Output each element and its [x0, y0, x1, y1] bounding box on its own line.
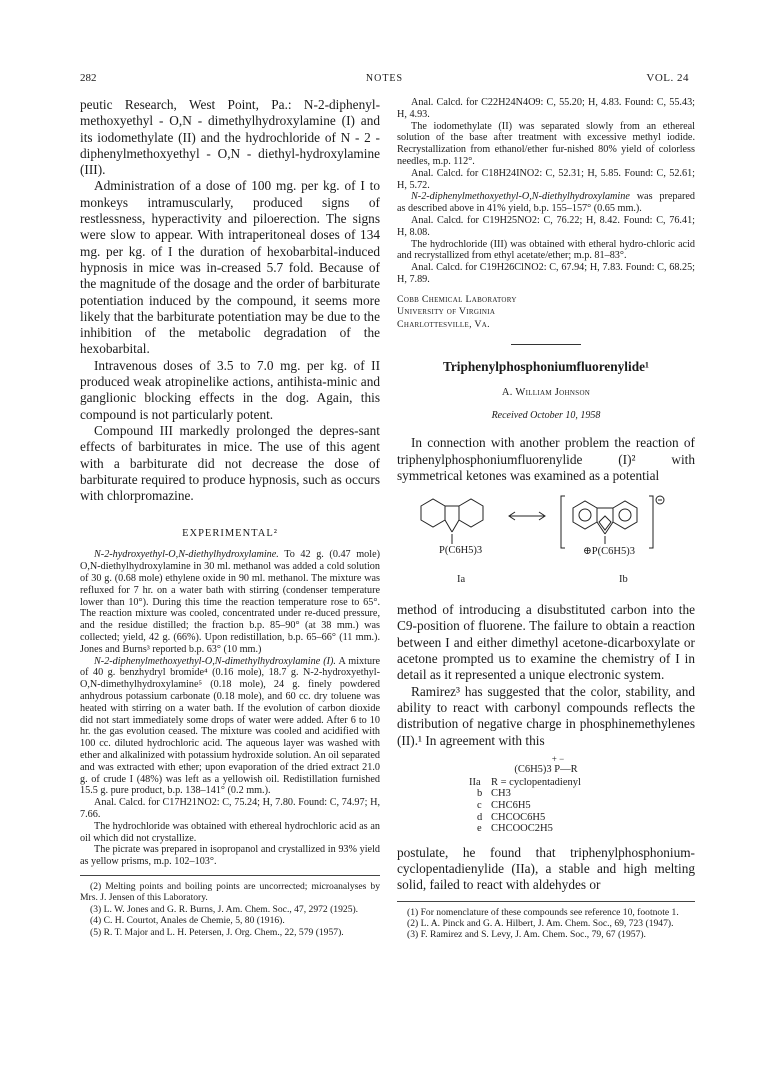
fluorenylide-structures	[397, 492, 695, 570]
formula-charges: + −	[551, 753, 565, 764]
footnote: (1) For nomenclature of these compounds see reference 10, footnote 1.	[407, 906, 679, 918]
procedure-text: To 42 g. (0.47 mole) O,N-diethylhydroxylamine in 30 ml. methanol was added a cold solution of 30 g. (0.68 mole) ethylene oxide in 90 ml. methanol. The mixture was refluxed for 7 hr. on a water bath with stirring (condenser temperature lower than 10°). During this time the reaction temperature rose to 65°. The reaction mixture was cooled, concentrated under re-duced pressure, and the residue distilled; the fraction b.p. 85–90° (at 38 mm.) was collected; yield, 42 g. (66%). Upon redistillation, b.p. 65–66° (11 mm.). Jones and Burns³ reported b.p. 63° (10 mm.)	[80, 549, 380, 655]
received-date: Received October 10, 1958	[491, 410, 601, 422]
section-heading: EXPERIMENTAL²	[182, 528, 278, 540]
address-line: Charlottesville, Va.	[397, 318, 490, 330]
list-item: d CHCOC6H5	[477, 811, 546, 823]
paragraph: In connection with another problem the reaction of triphenylphosphoniumfluorenylide (I)² with symmetrical ketones was examined as a potential	[397, 435, 695, 483]
list-item: b CH3	[477, 788, 511, 800]
journal-section: NOTES	[365, 73, 404, 84]
paragraph: Compound III markedly prolonged the depres-sant effects of barbiturates in mice. The use of this agent with a barbiturate did not decrease the dose of barbiturate required to produce hypnosis, such as occurs with chlorpromazine.	[80, 422, 380, 504]
procedure-text: A mixture of 40 g. benzhydryl bromide⁴ (0.16 mole), 18.7 g. N-2-hydroxyethyl-O,N-dimethylhydroxylamine⁵ (0.18 mole), 24 g. finely powdered anhydrous potassium carbonate (0.18 mole), and 60 cc. dry toluene was heated with stirring on a water bath. If the evolution of carbon dioxide did not start immediately some drops of water were added. After 6 to 10 hr. the gas evolution ceased. The mixture was cooled and acidified with 100 cc. diluted hydrochloric acid. The aqueous layer was washed with ether and alkalinized with potassium hydroxide solution. An oil separated and was extracted with ether; upon evaporation of the dried extract 21.0 g. of crude I (48%) was left as a yellowish oil. Redistillation furnished 15.5 g. pure product, b.p. 138–141° (0.2 mm.).	[80, 655, 380, 797]
footnote: (2) L. A. Pinck and G. A. Hilbert, J. Am. Chem. Soc., 69, 723 (1947).	[407, 918, 674, 930]
analysis-text: Anal. Calcd. for C22H24N4O9: C, 55.20; H, 4.83. Found: C, 55.43; H, 4.93.	[397, 97, 695, 120]
structure-label: Ia	[457, 574, 466, 586]
compound-name: N-2-diphenylmethoxyethyl-O,N-diethylhydroxylamine	[411, 191, 630, 203]
footnote: (3) F. Ramirez and S. Levy, J. Am. Chem. Soc., 79, 67 (1957).	[407, 929, 646, 941]
picrate-text: The picrate was prepared in isopropanol and crystallized in 93% yield as yellow prisms, m.p. 102–103°.	[80, 844, 380, 868]
author-address	[397, 294, 695, 332]
paragraph: Intravenous doses of 3.5 to 7.0 mg. per kg. of II produced weak atropinelike actions, antihista-minic and ganglionic blocking effects in the dog. Again, this compound is not particularly potent.	[80, 357, 380, 422]
volume-label: VOL. 24	[646, 72, 689, 84]
analysis-text: Anal. Calcd. for C17H21NO2: C, 75.24; H, 7.80. Found: C, 74.97; H, 7.66.	[80, 797, 380, 820]
list-item: e CHCOOC2H5	[477, 823, 553, 835]
page-number: 282	[80, 72, 97, 84]
analysis-text: Anal. Calcd. for C19H26ClNO2: C, 67.94; H, 7.83. Found: C, 68.25; H, 7.89.	[397, 262, 695, 285]
paragraph: peutic Research, West Point, Pa.: N-2-diphenyl-methoxyethyl - O,N - dimethylhydroxylamine (I) and its iodomethylate (II) and the hydrochloride of N - 2 - diphenylmethoxyethyl - O,N - diethyl-hydroxylamine (III).	[80, 97, 380, 178]
analysis-text: Anal. Calcd. for C19H25NO2: C, 76.22; H, 8.42. Found: C, 76.41; H, 8.08.	[397, 214, 695, 238]
address-line: University of Virginia	[397, 306, 496, 318]
benzene-ring	[573, 501, 597, 529]
structure-label: Ib	[619, 574, 628, 586]
phosphonium-group: ⊕P(C6H5)3	[583, 546, 635, 558]
footnote: (2) Melting points and boiling points are uncorrected; microanalyses by Mrs. J. Jensen of this Laboratory.	[80, 880, 380, 904]
paragraph: Administration of a dose of 100 mg. per kg. of I to monkeys intramuscularly, produced signs of restlessness, hyperactivity and piloerection. The signs were slow to appear. With intraperitoneal doses of 134 mg. per kg. of I the duration of hexobarbital-induced hypnosis in mice was in-creased 5.7 fold. Because of the magnitude of the dosage and the order of barbiturate potentiation induced by the compound, it seems more likely that the barbiturate potentiation may be due to the inhibition of the metabolic degradation of the hexobarbital.	[80, 178, 380, 357]
benzene-ring	[421, 499, 445, 527]
footnote: (3) L. W. Jones and G. R. Burns, J. Am. Chem. Soc., 47, 2972 (1925).	[90, 903, 359, 915]
experimental-paragraph	[80, 656, 380, 798]
compound-name: N-2-hydroxyethyl-O,N-diethylhydroxylamine.	[94, 549, 279, 561]
footnote: (4) C. H. Courtot, Anales de Chemie, 5, 80 (1916).	[90, 915, 285, 927]
structure-diagram	[397, 492, 695, 570]
footnote: (5) R. T. Major and L. H. Petersen, J. Org. Chem., 22, 579 (1957).	[90, 926, 344, 938]
general-formula	[397, 755, 695, 775]
compound-name: N-2-diphenylmethoxyethyl-O,N-dimethylhydroxylamine (I).	[94, 655, 336, 667]
benzene-ring	[613, 501, 637, 529]
iodomethylate-text: The iodomethylate (II) was separated slowly from an ethereal solution of the base after treatment with excessive methyl iodide. Recrystallization from ethanol/ether fur-nished 80% yield of colorless needles, m.p. 112°.	[397, 120, 695, 167]
hydrochloride-text: The hydrochloride was obtained with ethereal hydrochloric acid as an oil which did not crystallize.	[80, 820, 380, 844]
experimental-paragraph	[80, 549, 380, 655]
hydrochloride-text: The hydrochloride (III) was obtained with etheral hydro-chloric acid and recrystallized from ethyl acetate/ether; m.p. 81–83°.	[397, 238, 695, 262]
paragraph: Ramirez³ has suggested that the color, stability, and ability to react with carbonyl compounds reflects the distribution of negative charge in phosphinemethylenes (II).¹ In agreement with this	[397, 683, 695, 748]
paragraph: postulate, he found that triphenylphosphonium-cyclopentadienylide (IIa), a stable and high melting solid, failed to react with aldehydes or	[397, 844, 695, 893]
list-item: IIa R = cyclopentadienyl	[469, 776, 581, 788]
list-item: c CHC6H5	[477, 800, 531, 811]
structure-labels	[397, 574, 695, 590]
benzene-ring	[459, 499, 483, 527]
formula-text: (C6H5)3 P—R	[514, 763, 578, 775]
running-header	[80, 72, 689, 88]
left-column	[80, 97, 380, 938]
address-line: Cobb Chemical Laboratory	[397, 293, 517, 305]
section-divider	[511, 344, 581, 345]
right-column	[397, 97, 695, 941]
phosphorus-group: P(C6H5)3	[439, 545, 483, 557]
procedure-text: was prepared as described above in 41% yield, b.p. 155–157° (0.65 mm.).	[397, 191, 695, 215]
footnotes	[397, 901, 695, 941]
experimental-paragraph	[397, 191, 695, 215]
article-title: Triphenylphosphoniumfluorenylide¹	[443, 359, 649, 375]
substituent-list	[469, 777, 695, 835]
analysis-text: Anal. Calcd. for C18H24INO2: C, 52.31; H, 5.85. Found: C, 52.61; H, 5.72.	[397, 167, 695, 191]
paragraph: method of introducing a disubstituted carbon into the C9-position of fluorene. The failure to obtain a reaction between I and either dimethyl acetone-dicarboxylate or acetone prompted us to examine the chemistry of I in detail as it represented a unique electronic system.	[397, 602, 695, 683]
footnotes	[80, 875, 380, 938]
article-author: A. William Johnson	[501, 387, 591, 399]
